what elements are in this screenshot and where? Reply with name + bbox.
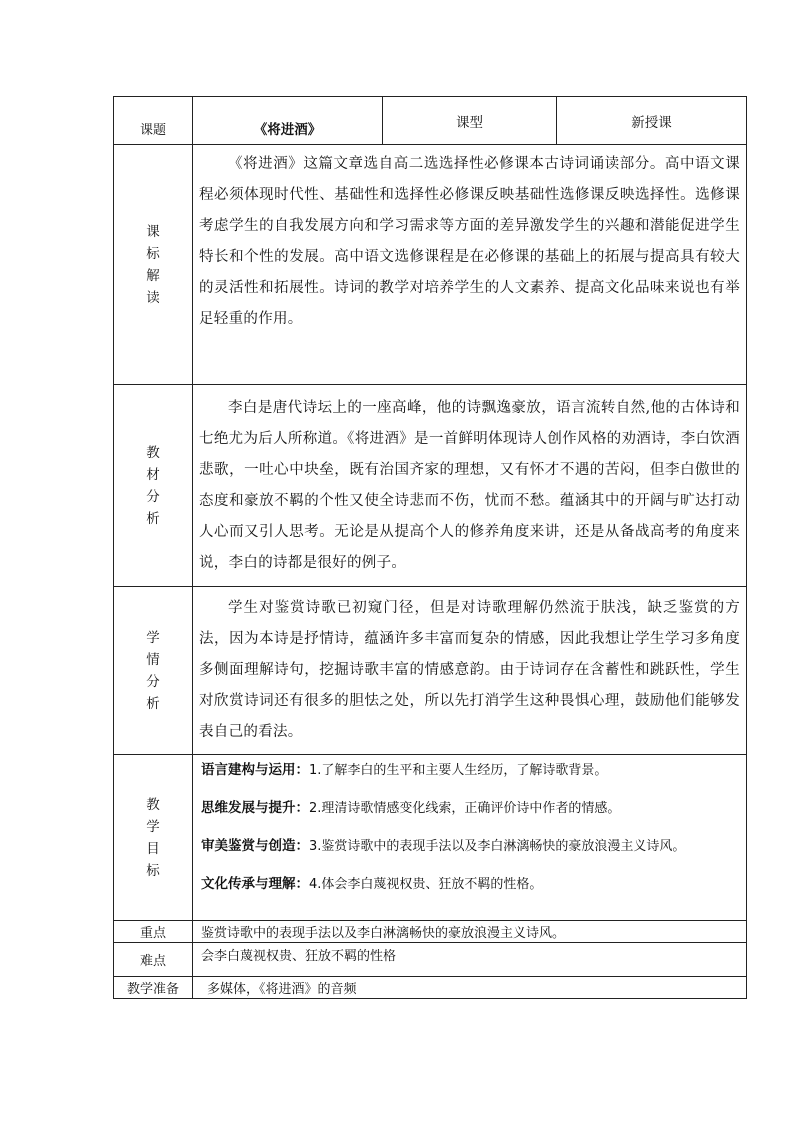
goal-item: 文化传承与理解：4.体会李白蔑视权贵、狂放不羁的性格。 (201, 876, 543, 892)
goals-label: 教 学 目 标 (114, 755, 193, 921)
goal-item: 审美鉴赏与创造：3.鉴赏诗歌中的表现手法以及李白淋漓畅快的豪放浪漫主义诗风。 (201, 838, 686, 854)
curriculum-text: 《将进酒》这篇文章选自高二选选择性必修课本古诗词诵读部分。高中语文课程必须体现时代性、基础性和选择性必修课反映基础性选修课反映选择性。选修课考虑学生的自我发展方向和学习需求等方面的差异激发学生的兴趣和潜能促进学生特长和个性的发展。高中语文选修课程是在必修课的基础上的拓展与提高具有较大的灵活性和拓展性。诗词的教学对培养学生的人文素养、提高文化品味来说也有举足轻重的作用。 (199, 156, 740, 327)
textbook-content (193, 385, 747, 587)
type-value: 新授课 (557, 97, 747, 145)
key-point-label: 重点 (114, 921, 193, 943)
students-label: 学 情 分 析 (114, 587, 193, 755)
preparation-label: 教学准备 (114, 977, 193, 999)
curriculum-row (114, 145, 747, 385)
key-point-row (114, 921, 747, 943)
students-row (114, 587, 747, 755)
textbook-label: 教 材 分 析 (114, 385, 193, 587)
difficulty-row (114, 943, 747, 977)
topic-label: 课题 (114, 97, 193, 145)
preparation-row (114, 977, 747, 999)
difficulty-label: 难点 (114, 943, 193, 977)
curriculum-label: 课 标 解 读 (114, 145, 193, 385)
key-point-text: 鉴赏诗歌中的表现手法以及李白淋漓畅快的豪放浪漫主义诗风。 (193, 921, 747, 943)
goal-item: 思维发展与提升：2.理清诗歌情感变化线索，正确评价诗中作者的情感。 (201, 800, 621, 816)
textbook-text: 李白是唐代诗坛上的一座高峰，他的诗飘逸豪放，语言流转自然,他的古体诗和七绝尤为后人所称道。《将进酒》是一首鲜明体现诗人创作风格的劝酒诗，李白饮酒悲歌，一吐心中块垒，既有治国齐家的理想，又有怀才不遇的苦闷，但李白傲世的态度和豪放不羁的个性又使全诗悲而不伤，忧而不愁。蕴涵其中的开阔与旷达打动人心而又引人思考。无论是从提高个人的修养角度来讲，还是从备战高考的角度来说，李白的诗都是很好的例子。 (199, 400, 740, 571)
topic-value: 《将进酒》 (193, 97, 383, 145)
goals-content (193, 755, 747, 921)
lesson-plan-table (113, 96, 747, 999)
header-row (114, 97, 747, 145)
type-label: 课型 (383, 97, 557, 145)
curriculum-content (193, 145, 747, 385)
students-content (193, 587, 747, 755)
students-text: 学生对鉴赏诗歌已初窥门径，但是对诗歌理解仍然流于肤浅，缺乏鉴赏的方法，因为本诗是抒情诗，蕴涵许多丰富而复杂的情感，因此我想让学生学习多角度多侧面理解诗句，挖掘诗歌丰富的情感意韵。由于诗词存在含蓄性和跳跃性，学生对欣赏诗词还有很多的胆怯之处，所以先打消学生这种畏惧心理，鼓励他们能够发表自己的看法。 (199, 600, 740, 740)
textbook-row (114, 385, 747, 587)
preparation-text: 多媒体，《将进酒》的音频 (193, 977, 747, 999)
goal-item: 语言建构与运用：1.了解李白的生平和主要人生经历，了解诗歌背景。 (201, 762, 608, 778)
goals-row (114, 755, 747, 921)
difficulty-text: 会李白蔑视权贵、狂放不羁的性格 (193, 943, 747, 977)
